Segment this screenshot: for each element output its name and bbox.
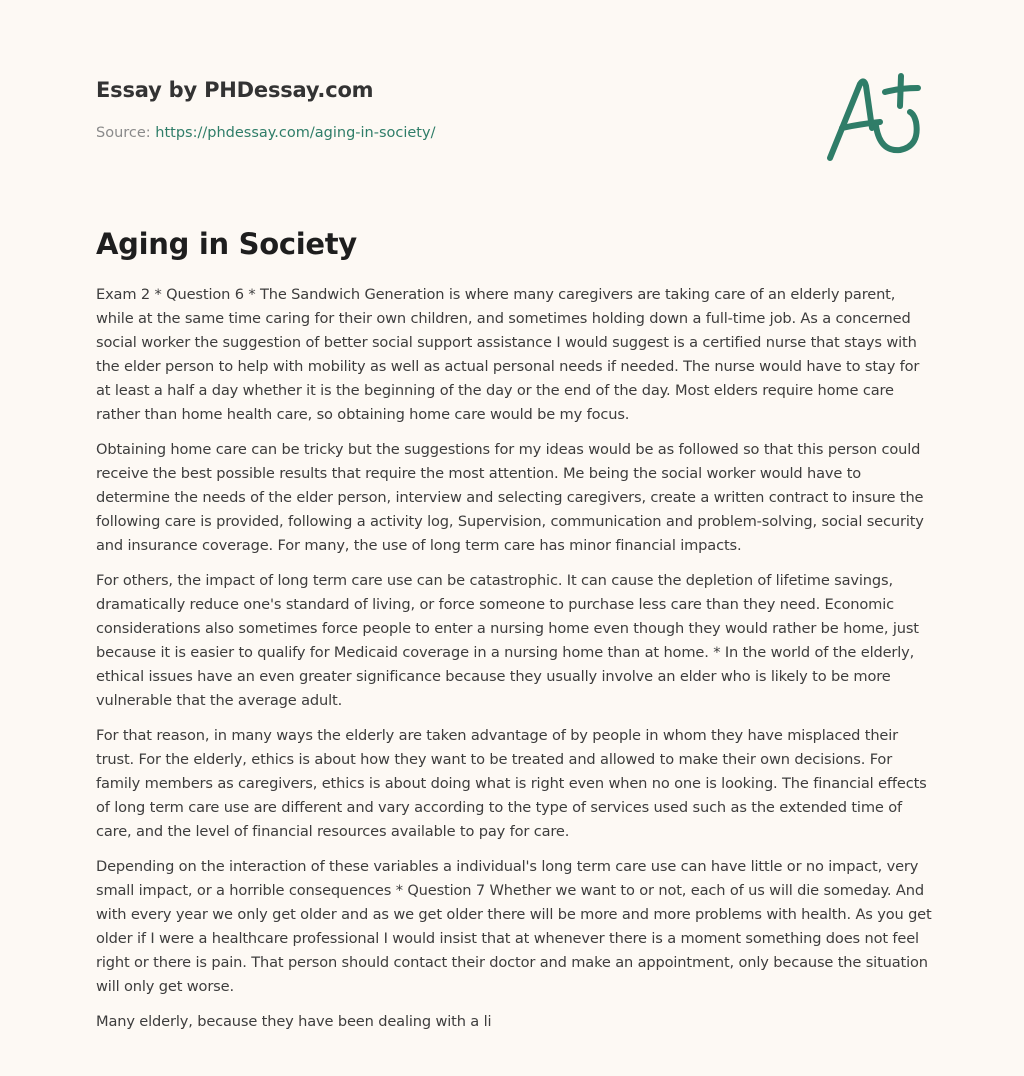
source-label: Source: — [96, 125, 156, 141]
essay-paragraph: For others, the impact of long term care use can be catastrophic. It can cause the depletion of lifetime savings, dramatically reduce one's standard of living, or force someone to purchase less care than they need. Economic considerations also sometimes force people to enter a nursing home even though they would rather be home, just because it is easier to qualify for Medicaid coverage in a nursing home than at home. * In the world of the elderly, ethical issues have an even greater significance because they usually involve an elder who is likely to be more vulnerable that the average adult. — [96, 572, 919, 709]
essay-paragraph-truncated: Many elderly, because they have been dealing with a li — [96, 1013, 492, 1030]
essay-paragraph: Depending on the interaction of these variables a individual's long term care use can have little or no impact, very small impact, or a horrible consequences * Question 7 Whether we want to or not, each of us will die someday. And with every year we only get older and as we get older there will be more and more problems with health. As you get older if I were a healthcare professional I would insist that at whenever there is a moment something does not feel right or there is pain. That person should contact their doctor and make an appointment, only because the situation will only get worse. — [96, 858, 932, 995]
source-link[interactable]: https://phdessay.com/aging-in-society/ — [155, 125, 436, 141]
essay-title: Aging in Society — [96, 227, 357, 261]
essay-paragraph: For that reason, in many ways the elderly are taken advantage of by people in whom they have misplaced their trust. For the elderly, ethics is about how they want to be treated and allowed to make their own decisions. For family members as caregivers, ethics is about doing what is right even when no one is looking. The financial effects of long term care use are different and vary according to the type of services used such as the extended time of care, and the level of financial resources available to pay for care. — [96, 727, 927, 840]
essay-body — [96, 283, 936, 1045]
site-title: Essay by PHDessay.com — [96, 78, 374, 102]
essay-paragraph: Obtaining home care can be tricky but the suggestions for my ideas would be as followed so that this person could receive the best possible results that require the most attention. Me being the social worker would have to determine the needs of the elder person, interview and selecting caregivers, create a written contract to insure the following care is provided, following a activity log, Supervision, communication and problem-solving, social security and insurance coverage. For many, the use of long term care has minor financial impacts. — [96, 441, 924, 554]
essay-header — [96, 74, 796, 143]
a-plus-grade-icon — [820, 66, 930, 166]
source-line — [96, 123, 796, 143]
essay-paragraph: Exam 2 * Question 6 * The Sandwich Generation is where many caregivers are taking care of an elderly parent, while at the same time caring for their own children, and sometimes holding down a full-time job. As a concerned social worker the suggestion of better social support assistance I would suggest is a certified nurse that stays with the elder person to help with mobility as well as actual personal needs if needed. The nurse would have to stay for at least a half a day whether it is the beginning of the day or the end of the day. Most elders require home care rather than home health care, so obtaining home care would be my focus. — [96, 286, 920, 423]
